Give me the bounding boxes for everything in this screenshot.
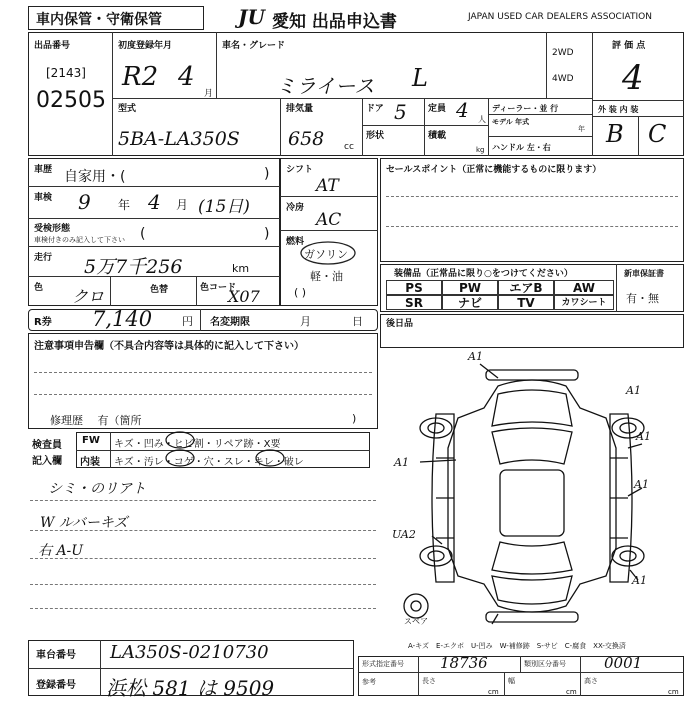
ext-int-label: 外 装 内 装 <box>598 105 639 114</box>
year-unit: 年 <box>578 125 585 133</box>
damage-legend: A-キズ E-エクボ U-凹み W-補修跡 S-サビ C-腐食 XX-交換済 <box>408 642 626 650</box>
color-code-label: 色コード <box>200 283 237 293</box>
inspection-month: 4 <box>148 190 161 214</box>
equipment-item: PS <box>386 280 442 295</box>
inspector-label-top: 検査員 <box>32 440 62 451</box>
door-label: ドア <box>366 104 384 114</box>
warranty-label: 新車保証書 <box>624 269 664 278</box>
inspector-interior-items: キズ・汚レ・コゲ・穴・スレ・キレ・破レ <box>114 457 304 468</box>
lot-label: 出品番号 <box>34 41 71 51</box>
recycle-value: 7,140 <box>92 307 153 331</box>
grade-letter: L <box>412 64 428 92</box>
handwritten-note-3: 右 A-U <box>38 543 84 559</box>
equipment-label: 装備品（正常品に限り○をつけてください） <box>394 269 573 279</box>
kg-unit: kg <box>476 146 485 154</box>
exterior-grade: B <box>606 120 624 148</box>
damage-mark: A1 <box>632 574 647 587</box>
sales-point-label: セールスポイント（正常に機能するものに限ります） <box>386 165 602 175</box>
receipt-note: 車検付きのみ記入して下さい <box>34 236 125 244</box>
storage-title: 車内保管・守衛保管 <box>36 12 162 28</box>
height-label: 高さ <box>584 677 598 685</box>
color-label: 色 <box>34 283 44 293</box>
chassis-value: LA350S-0210730 <box>110 642 269 663</box>
ju-logo: JU <box>238 5 265 29</box>
handwritten-note-2: W ルバーキズ <box>40 515 128 531</box>
after-label: 後日品 <box>386 319 414 329</box>
fuel-gasoline: ガソリン <box>304 248 348 261</box>
color-change-label: 色替 <box>150 285 169 295</box>
fuel-light-oil: 軽・油 <box>310 270 343 283</box>
model-grade-label: 車名・グレード <box>222 41 286 51</box>
reg-month: 4 <box>178 62 195 92</box>
damage-mark: A1 <box>394 456 409 469</box>
repair-close: ) <box>352 412 357 425</box>
first-reg-label: 初度登録年月 <box>118 41 173 51</box>
receipt-label: 受検形態 <box>34 224 71 234</box>
damage-mark: A1 <box>636 430 651 443</box>
ac-label: 冷房 <box>286 203 305 213</box>
inspection-day: (15日) <box>198 197 250 217</box>
model-name: ミライース <box>276 74 375 98</box>
repair-label: 修理歴 有（箇所 <box>50 414 142 427</box>
displacement-label: 排気量 <box>286 104 314 114</box>
shift-value: AT <box>316 176 339 196</box>
color-value: クロ <box>72 287 105 306</box>
spare-label: スペア <box>404 617 428 626</box>
equipment-item: SR <box>386 295 442 310</box>
capacity-label: 定員 <box>428 104 447 114</box>
fuel-paren: ( ) <box>294 286 307 299</box>
org-title: 愛知 出品申込書 <box>272 12 397 32</box>
warranty-options: 有・無 <box>626 292 659 305</box>
type-cert-value: 18736 <box>440 654 488 672</box>
model-year-label: モデル 年式 <box>492 118 530 126</box>
equipment-item: ナビ <box>442 295 498 310</box>
handwritten-note-1: シミ・のリアト <box>48 481 146 497</box>
type-code: 5BA-LA350S <box>118 128 240 150</box>
lot-bracket-no: [2143] <box>46 66 86 80</box>
class-value: 0001 <box>604 654 643 672</box>
inspector-label-bottom: 記入欄 <box>32 456 62 467</box>
reg-era: R2 <box>122 62 159 92</box>
length-label: 長さ <box>422 677 436 685</box>
inspector-fw: FW <box>82 435 100 446</box>
score-value: 4 <box>622 58 644 98</box>
inspector-circles <box>158 430 358 470</box>
load-label: 積載 <box>428 131 447 141</box>
mileage-value: 5万7千256 <box>84 256 183 278</box>
damage-mark: A1 <box>468 350 483 363</box>
inspection-month-unit: 月 <box>176 198 189 212</box>
diagram-marks <box>380 348 684 638</box>
inspector-fw-items: キズ・凹み・ヒビ割・リペア跡・X要 <box>114 439 281 450</box>
equipment-item: AW <box>554 280 614 295</box>
type-cert-label: 形式指定番号 <box>362 660 404 668</box>
equipment-item: PW <box>442 280 498 295</box>
after-block <box>380 314 684 348</box>
caution-label: 注意事項申告欄（不具合内容等は具体的に記入して下さい） <box>34 341 304 352</box>
shift-label: シフト <box>286 165 314 175</box>
shape-label: 形状 <box>366 131 385 141</box>
doors-value: 5 <box>394 100 407 124</box>
equipment-item: TV <box>498 295 554 310</box>
mileage-label: 走行 <box>34 253 53 263</box>
lot-number: 02505 <box>36 88 106 113</box>
reg-number-label: 登録番号 <box>36 680 76 691</box>
history-label: 車歴 <box>34 165 53 175</box>
width-unit: cm <box>566 688 577 696</box>
inspector-interior: 内装 <box>80 457 100 468</box>
damage-mark: UA2 <box>392 528 416 541</box>
length-unit: cm <box>488 688 499 696</box>
color-code-value: X07 <box>228 287 260 306</box>
damage-mark: A1 <box>634 478 649 491</box>
damage-mark: A1 <box>626 384 641 397</box>
assoc-name: JAPAN USED CAR DEALERS ASSOCIATION <box>468 12 652 22</box>
type-label: 型式 <box>118 104 137 114</box>
drive-2wd: 2WD <box>552 48 574 58</box>
inspection-label: 車検 <box>34 193 53 203</box>
history-value: 自家用・( <box>64 169 126 185</box>
inspection-year: 9 <box>78 190 91 214</box>
recycle-row <box>28 309 378 331</box>
class-label: 類別区分番号 <box>524 660 566 668</box>
recycle-label: R券 <box>34 317 52 328</box>
displacement-value: 658 <box>288 128 325 150</box>
score-label: 評 価 点 <box>612 41 646 51</box>
handle-label: ハンドル 左・右 <box>492 143 551 152</box>
fuel-label: 燃料 <box>286 237 305 247</box>
equipment-grid <box>386 280 614 310</box>
height-unit: cm <box>668 688 679 696</box>
name-change-label: 名変期限 <box>210 317 250 328</box>
width-label: 幅 <box>508 677 515 685</box>
ref-label: 参考 <box>362 678 376 686</box>
name-change-month: 月 <box>300 315 311 328</box>
capacity-unit: 人 <box>478 115 486 124</box>
equipment-item: エアB <box>498 280 554 295</box>
capacity-value: 4 <box>456 98 469 122</box>
name-change-day: 日 <box>352 315 363 328</box>
interior-grade: C <box>648 120 667 148</box>
reg-number-value: 浜松 581 は 9509 <box>106 676 275 700</box>
fuel-circle <box>298 240 358 266</box>
km-unit: km <box>232 262 250 275</box>
dealer-label: ディーラー・並 行 <box>492 104 559 113</box>
cc-unit: cc <box>344 142 354 152</box>
drive-4wd: 4WD <box>552 74 574 84</box>
inspection-year-unit: 年 <box>118 198 131 212</box>
reg-month-unit: 月 <box>204 89 214 99</box>
chassis-label: 車台番号 <box>36 650 76 661</box>
equipment-item: カワシート <box>554 295 614 310</box>
ac-value: AC <box>316 210 342 230</box>
yen-unit: 円 <box>182 315 193 328</box>
